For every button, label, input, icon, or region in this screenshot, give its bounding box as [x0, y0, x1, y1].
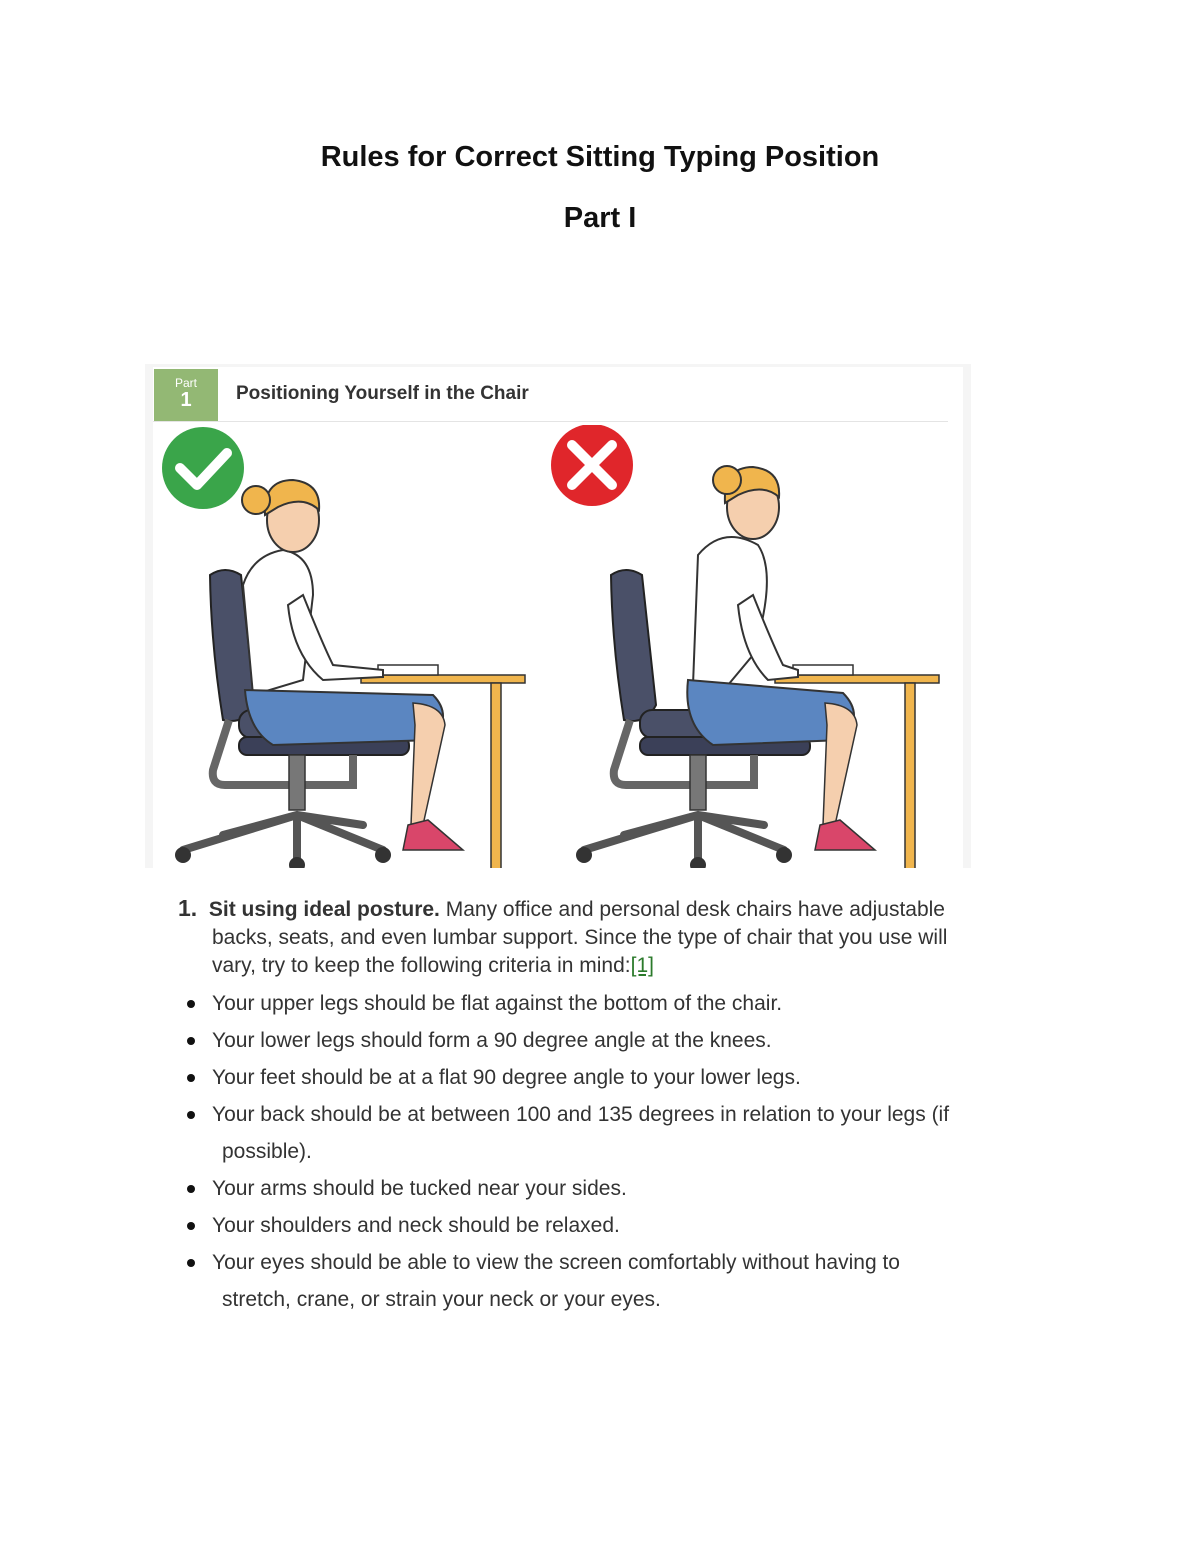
bullet-icon: [187, 1111, 195, 1119]
document-subtitle: Part I: [563, 202, 637, 234]
step-number: 1.: [178, 895, 198, 921]
bullet-icon: [187, 1185, 195, 1193]
step-1: [178, 894, 1058, 980]
list-item: Your feet should be at a flat 90 degree angle to your lower legs.: [185, 1059, 1065, 1096]
posture-illustration: [153, 425, 963, 868]
part-badge: [154, 369, 218, 421]
list-item: Your lower legs should form a 90 degree angle at the knees.: [185, 1022, 1065, 1059]
step-text-line1: Many office and personal desk chairs have adjustable: [439, 898, 945, 921]
bullet-icon: [187, 1000, 195, 1008]
bullet-icon: [187, 1037, 195, 1045]
list-item: Your upper legs should be flat against the bottom of the chair.: [185, 985, 1065, 1022]
figure-divider: [153, 421, 948, 422]
part-badge-label: Part: [174, 376, 197, 390]
reference-link[interactable]: [1]: [630, 954, 654, 977]
incorrect-posture-scene: [551, 425, 939, 868]
list-item: Your arms should be tucked near your sides.: [185, 1170, 1065, 1207]
bullet-icon: [187, 1074, 195, 1082]
list-item: Your eyes should be able to view the screen comfortably without having to stretch, crane, or strain your neck or your eyes.: [185, 1244, 1065, 1318]
step-text-line2: backs, seats, and even lumbar support. Since the type of chair that you use will: [212, 926, 948, 949]
x-icon: [551, 425, 633, 506]
bullet-icon: [187, 1222, 195, 1230]
part-badge-number: 1: [180, 389, 192, 411]
criteria-list: [185, 985, 1065, 1318]
step-text-line3: vary, try to keep the following criteria in mind:: [212, 954, 631, 977]
check-icon: [162, 427, 244, 509]
figure-heading: Positioning Yourself in the Chair: [236, 383, 529, 404]
list-item: Your back should be at between 100 and 135 degrees in relation to your legs (if possible).: [185, 1096, 1065, 1170]
document-title: Rules for Correct Sitting Typing Position: [320, 141, 880, 173]
step-lead: Sit using ideal posture.: [208, 898, 440, 921]
posture-figure: [145, 364, 971, 868]
woman-incorrect: [687, 466, 875, 850]
correct-posture-scene: [162, 427, 525, 868]
figure-panel: [153, 367, 963, 868]
bullet-icon: [187, 1259, 195, 1267]
list-item: Your shoulders and neck should be relaxed.: [185, 1207, 1065, 1244]
